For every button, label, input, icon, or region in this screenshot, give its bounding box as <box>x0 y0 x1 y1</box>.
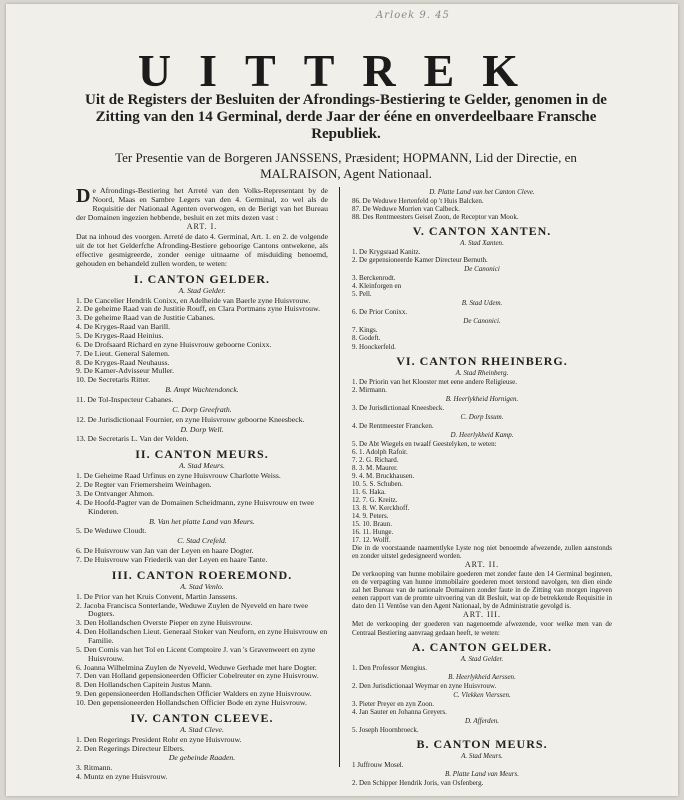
list-item: 5. Den Comis van het Tol en Licent Comptoire J. van 's Gravenweert en zyne Huisvrouw. <box>76 644 316 663</box>
list-item: 7. De Huisvrouw van Friederik van der Leyen en haare Tante. <box>76 554 268 564</box>
district-heading: A. Stad Rheinberg. <box>455 368 509 377</box>
canton-heading: V. CANTON XANTEN. <box>412 224 552 239</box>
district-heading: A. Stad Meurs. <box>461 751 503 760</box>
list-item: 11. De Tol-Inspecteur Cabanes. <box>76 395 174 405</box>
list-item: 17. 12. Wolff. <box>352 536 391 545</box>
district-heading: B. Stad Udem. <box>461 299 503 308</box>
list-item: 1. Den Regerings President Rohr en zyne Huisvrouw. <box>76 734 242 744</box>
list-item: 6. De Prior Conixx. <box>352 308 408 317</box>
list-item: 5. De Abt Wiegels en twaalf Geestelyken, te weten: <box>352 439 497 448</box>
list-item: 1 Juffrouw Mosel. <box>352 760 404 769</box>
list-item: 1. De Prior van het Kruis Convent, Martin Janssens. <box>76 591 238 601</box>
article-heading: ART. I. <box>186 222 218 232</box>
article-heading: ART. II. <box>464 560 500 570</box>
canton-heading: II. CANTON MEURS. <box>135 447 269 462</box>
district-heading: C. Dorp Greefrath. <box>172 404 232 414</box>
district-heading: B. Heerlykheid Hornigen. <box>445 394 519 403</box>
list-item: 4. De Hoofd-Pagter van de Domainen Scheidmann, zyne Huisvrouw en twee Kinderen. <box>76 497 314 516</box>
district-heading: C. Dorp Issum. <box>460 412 504 421</box>
list-item: 2. Den Jurisdictionaal Weymar en zyne Huisvrouw. <box>352 681 497 690</box>
left-column <box>76 187 328 782</box>
list-item: 16. 11. Hunge. <box>352 528 394 537</box>
entry-list <box>76 297 328 386</box>
entry-list <box>76 416 328 425</box>
entry-list <box>352 779 612 787</box>
list-item: 3. Pieter Preyer en zyn Zoon. <box>352 699 435 708</box>
list-item: 12. De Jurisdictionaal Fournier, en zyne Huisvrouw geboorne Kneesbeck. <box>76 414 305 424</box>
district-heading: A. Stad Xanten. <box>460 239 504 248</box>
list-item: 1. De Priorin van het Klooster met eene andere Religieuse. <box>352 377 518 386</box>
list-item: 9. 4. M. Bruckhausen. <box>352 471 415 480</box>
list-item: 3. De geheime Raad van de Justitie Cabanes. <box>76 313 215 323</box>
article-heading: ART. III. <box>463 610 501 620</box>
article-paragraph: Met de verkooping der goederen van nagenoemde afwezende, voor welke men van de Centraal Bestiering aanvraag gedaan heeft, te weten: <box>352 620 612 637</box>
handwritten-note: Arloek 9. 45 <box>376 10 450 21</box>
list-item: 9. Hoockerfeld. <box>352 342 396 351</box>
district-heading: A. Stad Venlo. <box>180 581 224 591</box>
list-item: 5. De Kryges-Raad Heinius. <box>76 331 164 341</box>
entry-list <box>352 761 612 769</box>
list-item: 88. Des Rentmeesters Geisel Zoon, de Receptor van Mook. <box>352 213 519 222</box>
entry-list <box>76 472 328 516</box>
list-item: 8. 3. M. Maurer. <box>352 463 398 472</box>
district-heading: D. Afferden. <box>464 716 500 725</box>
entry-list <box>76 527 328 536</box>
district-heading: De gebeinde Raaden. <box>168 753 236 763</box>
list-item: 3. De Ontvanger Ahmon. <box>76 488 154 498</box>
entry-list <box>352 404 612 412</box>
list-item: 1. Den Professor Mengius. <box>352 663 428 672</box>
entry-list <box>76 764 328 782</box>
canton-heading: VI. CANTON RHEINBERG. <box>396 353 568 368</box>
canton-heading: B. CANTON MEURS. <box>416 736 548 751</box>
list-item: 5. Joseph Hoornbroeck. <box>352 725 419 734</box>
article-paragraph: De verkooping van hunne mobilaire goederen met zonder faute den 14 Germinal beginnen, en de verpagting van hunne immobilaire goederen moet terstond navolgen, ten dien einde zal het Bureau van de nationale Domainen zonder faute in de Zitting van morgen ingeven eenen rapport van de promte uitvoering van dit Besluit, wat op de betrekkende Requisitie in dato den 11 Ventôse van den Agent Nationaal, by de Administratie gevolgd is. <box>352 570 612 611</box>
drop-cap: D <box>76 185 91 207</box>
list-item: 5. De Weduwe Cloudt. <box>76 526 147 536</box>
entry-list <box>352 700 612 716</box>
entry-list <box>352 664 612 672</box>
list-item: 7. Kings. <box>352 326 378 335</box>
list-item: 10. 5. S. Schuben. <box>352 479 403 488</box>
list-item: 1. De Krygsraad Kanitz. <box>352 248 421 257</box>
list-item: 11. 6. Haka. <box>352 487 386 496</box>
list-item: 9. Den gepensioneerden Hollandschen Officier Walders en zyne Huisvrouw. <box>76 689 312 699</box>
presence-line: Ter Presentie van de Borgeren JANSSENS, Præsident; HOPMANN, Lid der Directie, en MALRAISON, Agent Nationaal. <box>115 150 577 181</box>
district-heading: B. Ampt Wachtendonck. <box>165 385 239 395</box>
list-item: 15. 10. Braun. <box>352 520 392 529</box>
page-subtitle: Uit de Registers der Besluiten der Afrondings-Bestiering te Gelder, genomen in de Zitting van den 14 Germinal, derde Jaar der ééne en onverdeelbaare Fransche Republiek. <box>85 92 607 142</box>
list-item: 2. Den Schipper Hendrik Joris, van Osfenberg. <box>352 778 484 787</box>
entry-list <box>76 593 328 708</box>
list-item: 4. Den Hollandschen Lieut. Generaal Stoker van Neuforn, en zyne Huisvrouw en Familie. <box>76 627 328 645</box>
district-heading: A. Stad Gelder. <box>460 654 504 663</box>
list-item: 5. Pell. <box>352 290 372 299</box>
list-item: 3. Berckenrodt. <box>352 274 396 283</box>
article-paragraph: Dat na inhoud des voorgen. Arreté de dato 4. Germinal, Art. 1. en 2. de volgende uit de tot het Gelderfche Afronding-Bestiere geboorige Cantons ontwekene, als effective gesmigreerde, zonder eenige uitnaame of misduiding benoemd, gehouden en behandeld zullen worden, te weten: <box>76 232 328 268</box>
proclamation-sheet <box>6 4 678 796</box>
district-heading: B. Platte Land van Meurs. <box>444 769 520 778</box>
list-item: 10. De Secretaris Ritter. <box>76 375 151 385</box>
entry-list <box>352 422 612 430</box>
group-heading: De Canonici <box>464 265 500 274</box>
entry-list <box>352 308 612 316</box>
list-item: 13. De Secretaris L. Van der Velden. <box>76 434 189 444</box>
entry-list <box>352 274 612 298</box>
list-item: 7. De Lieut. General Salemen. <box>76 348 170 358</box>
intro-paragraph: De Afrondings-Bestiering het Arreté van den Volks-Representant by de Noord, Maas en Sambre Legers van den 4. Germinal, zo wel als de Requisitie der Nationaal Agenten overwogen, en de Berigt van het Bureau der Domainen ingezien hebbende, besluit en zet mits dezen vast : <box>76 185 328 222</box>
list-item: 6. De Huisvrouw van Jan van der Leyen en haare Dogter. <box>76 546 254 556</box>
list-item: 8. De Kryges-Raad Neuhauss. <box>76 357 170 367</box>
district-heading: B. Van het platte Land van Meurs. <box>149 516 255 526</box>
entry-list <box>76 547 328 565</box>
entry-list <box>76 435 328 444</box>
list-item: 6. Joanna Wilhelmina Zuylen de Nyeveld, Weduwe Gerhade met hare Dogter. <box>76 662 317 672</box>
district-heading: D. Heerlykheid Kamp. <box>450 430 514 439</box>
list-item: 12. 7. G. Kreitz. <box>352 496 398 504</box>
district-heading: A. Stad Gelder. <box>178 285 226 295</box>
entry-list <box>352 440 612 544</box>
list-item: 4. Kleinforgen en <box>352 282 402 291</box>
list-item: 4. Jan Sauter en Johanna Greyers. <box>352 707 447 716</box>
entry-list <box>76 396 328 405</box>
district-heading: C. Vlekken Vierssen. <box>453 690 511 699</box>
district-heading: D. Dorp Well. <box>180 424 224 434</box>
list-item: 9. De Kamer-Advisseur Muller. <box>76 366 175 376</box>
district-heading: A. Stad Meurs. <box>179 461 225 471</box>
entry-list <box>76 736 328 754</box>
list-item: 6. De Drofsaard Richard en zyne Huisvrouw geboorne Conixx. <box>76 339 272 349</box>
notice-paragraph: Die in de voorstaande naamentlyke Lyste nog niet benoemde afwezende, zullen aanstonds en zonder uitstel gedesigneerd worden. <box>352 544 612 561</box>
entry-list <box>352 326 612 350</box>
canton-heading: A. CANTON GELDER. <box>411 639 553 654</box>
list-item: 1. De Geheime Raad Urfinus en zyne Huisvrouw Charlotte Weiss. <box>76 471 281 481</box>
list-item: 3. Den Hollandschen Overste Pieper en zyne Huisvrouw. <box>76 618 253 628</box>
district-heading: A. Stad Cleve. <box>180 724 224 734</box>
entry-list <box>352 682 612 690</box>
canton-heading: III. CANTON ROEREMOND. <box>111 567 293 582</box>
list-item: 86. De Weduwe Hertenfeld op 't Huis Balcken. <box>352 197 484 206</box>
list-item: 2. De geheime Raad van de Justitie Rouff, en Clara Portmans zyne Huisvrouw. <box>76 304 321 314</box>
page-title: UITTREK <box>137 45 547 96</box>
list-item: 2. Mirmann. <box>352 385 387 394</box>
list-item: 3. De Jurisdictionaal Kneesbeck. <box>352 403 445 412</box>
canton-heading: IV. CANTON CLEEVE. <box>130 710 274 725</box>
district-heading: D. Platte Land van het Canton Cleve. <box>429 188 535 196</box>
list-item: 2. De Regter van Friemersheim Weinhagen. <box>76 480 212 490</box>
district-heading: B. Heerlykheid Aerssen. <box>448 672 516 681</box>
list-item: 8. Godeft. <box>352 334 381 343</box>
list-item: 3. Ritmann. <box>76 763 113 773</box>
list-item: 6. 1. Adolph Rafoir. <box>352 447 408 456</box>
entry-list <box>352 726 612 734</box>
entry-list <box>352 378 612 394</box>
entry-list <box>352 248 612 264</box>
column-divider <box>339 187 340 767</box>
district-heading: C. Stad Crefeld. <box>177 536 227 546</box>
list-item: 2. Den Regerings Directeur Elbers. <box>76 743 185 753</box>
list-item: 4. Muntz en zyne Huisvrouw. <box>76 772 168 782</box>
list-item: 7. 2. G. Richard. <box>352 455 399 464</box>
list-item: 14. 9. Peters. <box>352 512 389 521</box>
list-item: 4. De Rentmeester Francken. <box>352 421 434 430</box>
right-column <box>352 187 612 787</box>
list-item: 7. Den van Holland gepensioneerden Officier Cobelreuter en zyne Huisvrouw. <box>76 671 319 681</box>
entry-list <box>352 197 612 221</box>
list-item: 1. De Cancelier Hendrik Conixx, en Adelheide van Baerle zyne Huisvrouw. <box>76 295 311 305</box>
group-heading: De Canonici. <box>463 317 501 326</box>
list-item: 4. De Kryges-Raad van Barill. <box>76 322 171 332</box>
canton-heading: I. CANTON GELDER. <box>133 271 271 286</box>
list-item: 8. Den Hollandschen Capitein Justus Mann. <box>76 680 212 690</box>
list-item: 2. Jacoba Francisca Sonterlande, Weduwe Zuylen de Nyeveld en hare twee Dogters. <box>76 600 309 619</box>
list-item: 2. De gepensioneerde Kamer Directeur Bernuth. <box>352 256 488 265</box>
list-item: 87. De Weduwe Morrien van Calbeck. <box>352 205 460 214</box>
list-item: 10. Den gepensioneerden Hollandschen Officier Bode en zyne Huisvrouw. <box>76 697 307 707</box>
list-item: 13. 8. W. Kerckhoff. <box>352 504 410 513</box>
